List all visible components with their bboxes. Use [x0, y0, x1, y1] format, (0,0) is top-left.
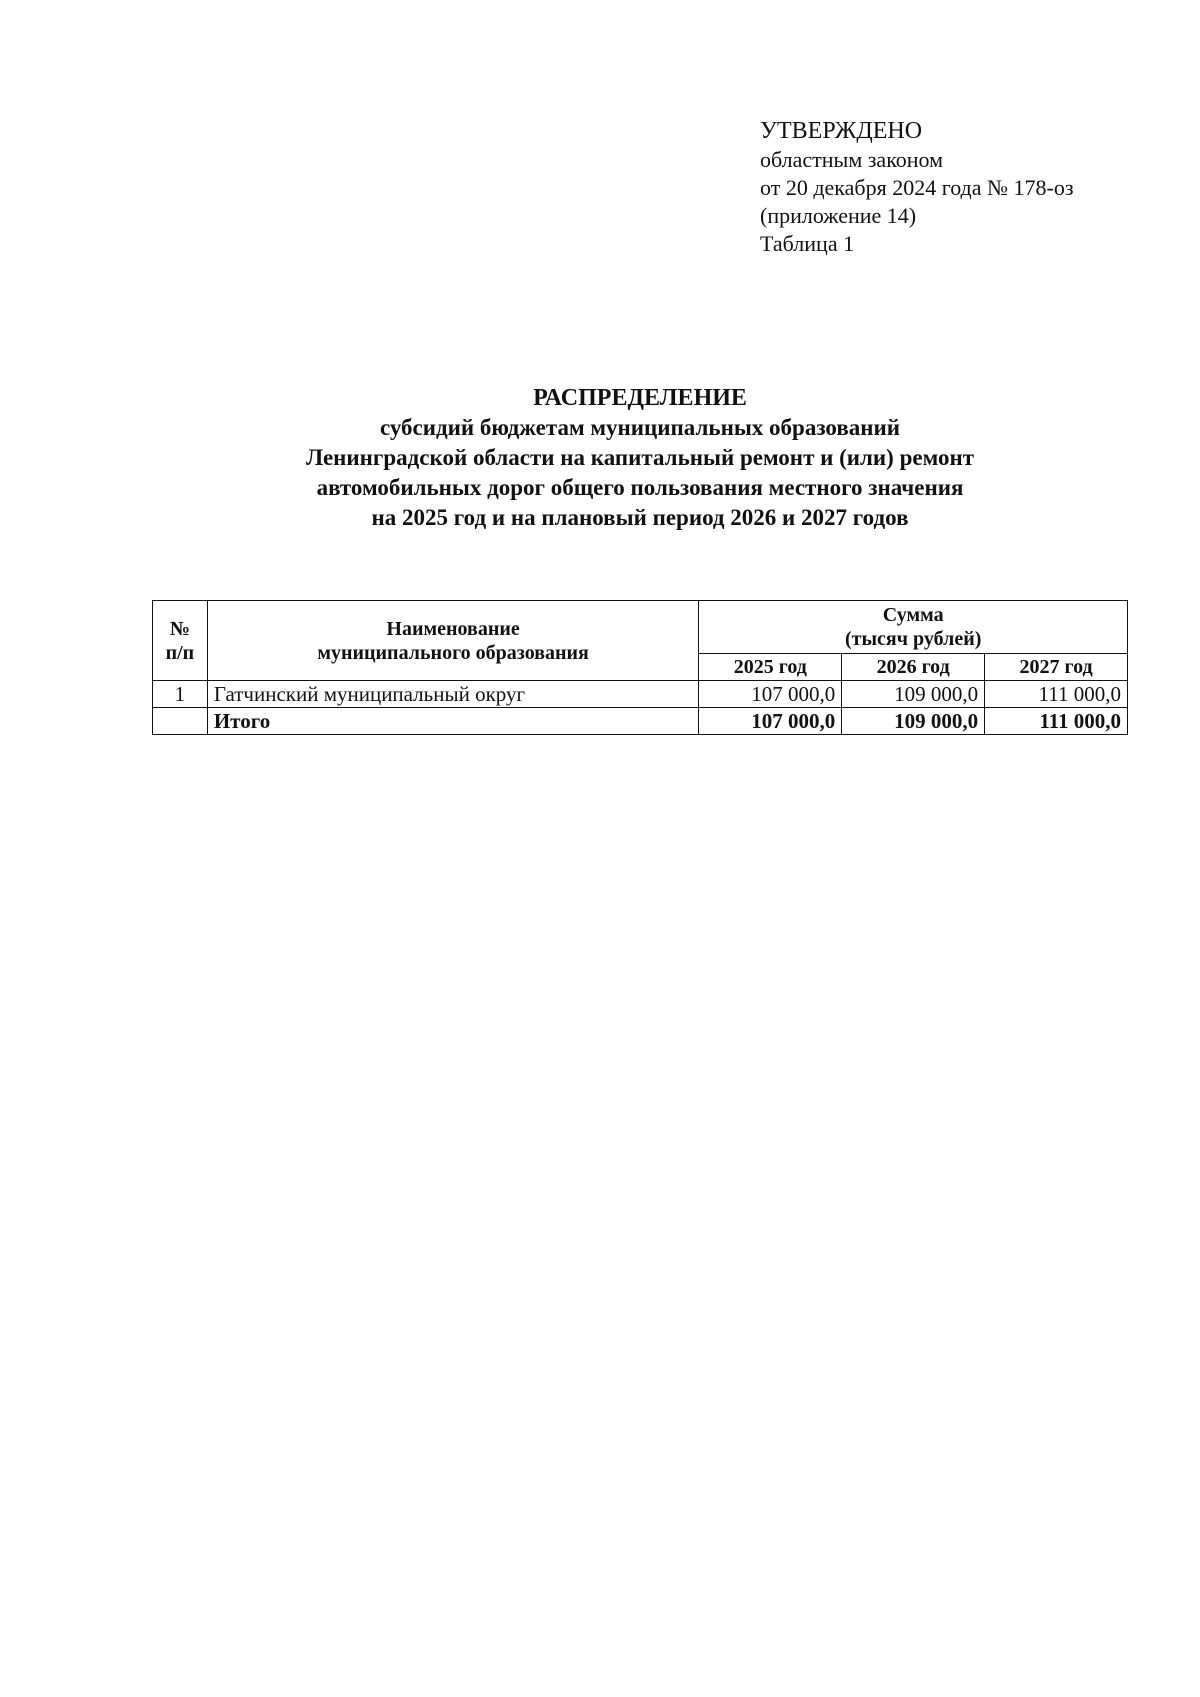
document-title — [150, 383, 1130, 533]
total-label: Итого — [207, 708, 699, 735]
title-line-2: Ленинградской области на капитальный ремонт и (или) ремонт — [305, 445, 975, 470]
total-value-2026: 109 000,0 — [842, 708, 985, 735]
approval-stamp — [760, 116, 1160, 258]
row-name: Гатчинский муниципальный округ — [207, 681, 699, 708]
header-sum-line-2: (тысяч рублей) — [844, 628, 982, 650]
approval-line-1: областным законом — [760, 147, 944, 172]
table-total-row — [153, 708, 1128, 735]
title-line-1: субсидий бюджетам муниципальных образований — [379, 415, 901, 440]
approval-line-3: (приложение 14) — [760, 203, 917, 228]
table-header-row — [153, 601, 1128, 654]
approval-line-2: от 20 декабря 2024 года № 178-оз — [760, 175, 1074, 200]
header-year-2026: 2026 год — [842, 654, 985, 681]
row-value-2027: 111 000,0 — [985, 681, 1128, 708]
total-num — [153, 708, 208, 735]
total-value-2027: 111 000,0 — [985, 708, 1128, 735]
header-num — [153, 601, 208, 681]
header-name-line-2: муниципального образования — [317, 641, 589, 664]
header-sum — [699, 601, 1128, 654]
table-row — [153, 681, 1128, 708]
header-num-text: № п/п — [165, 617, 195, 664]
total-value-2025: 107 000,0 — [699, 708, 842, 735]
row-num: 1 — [153, 681, 208, 708]
title-line-4: на 2025 год и на плановый период 2026 и 2027 годов — [371, 505, 909, 530]
header-sum-line-1: Сумма — [882, 604, 944, 626]
header-name-line-1: Наименование — [386, 617, 520, 640]
row-value-2026: 109 000,0 — [842, 681, 985, 708]
header-year-2025: 2025 год — [699, 654, 842, 681]
approval-line-4: Таблица 1 — [760, 231, 855, 256]
subsidy-table — [152, 600, 1128, 735]
title-main: РАСПРЕДЕЛЕНИЕ — [533, 385, 747, 411]
approval-heading: УТВЕРЖДЕНО — [760, 118, 923, 144]
row-value-2025: 107 000,0 — [699, 681, 842, 708]
title-line-3: автомобильных дорог общего пользования местного значения — [316, 475, 964, 500]
header-year-2027: 2027 год — [985, 654, 1128, 681]
header-name — [207, 601, 699, 681]
